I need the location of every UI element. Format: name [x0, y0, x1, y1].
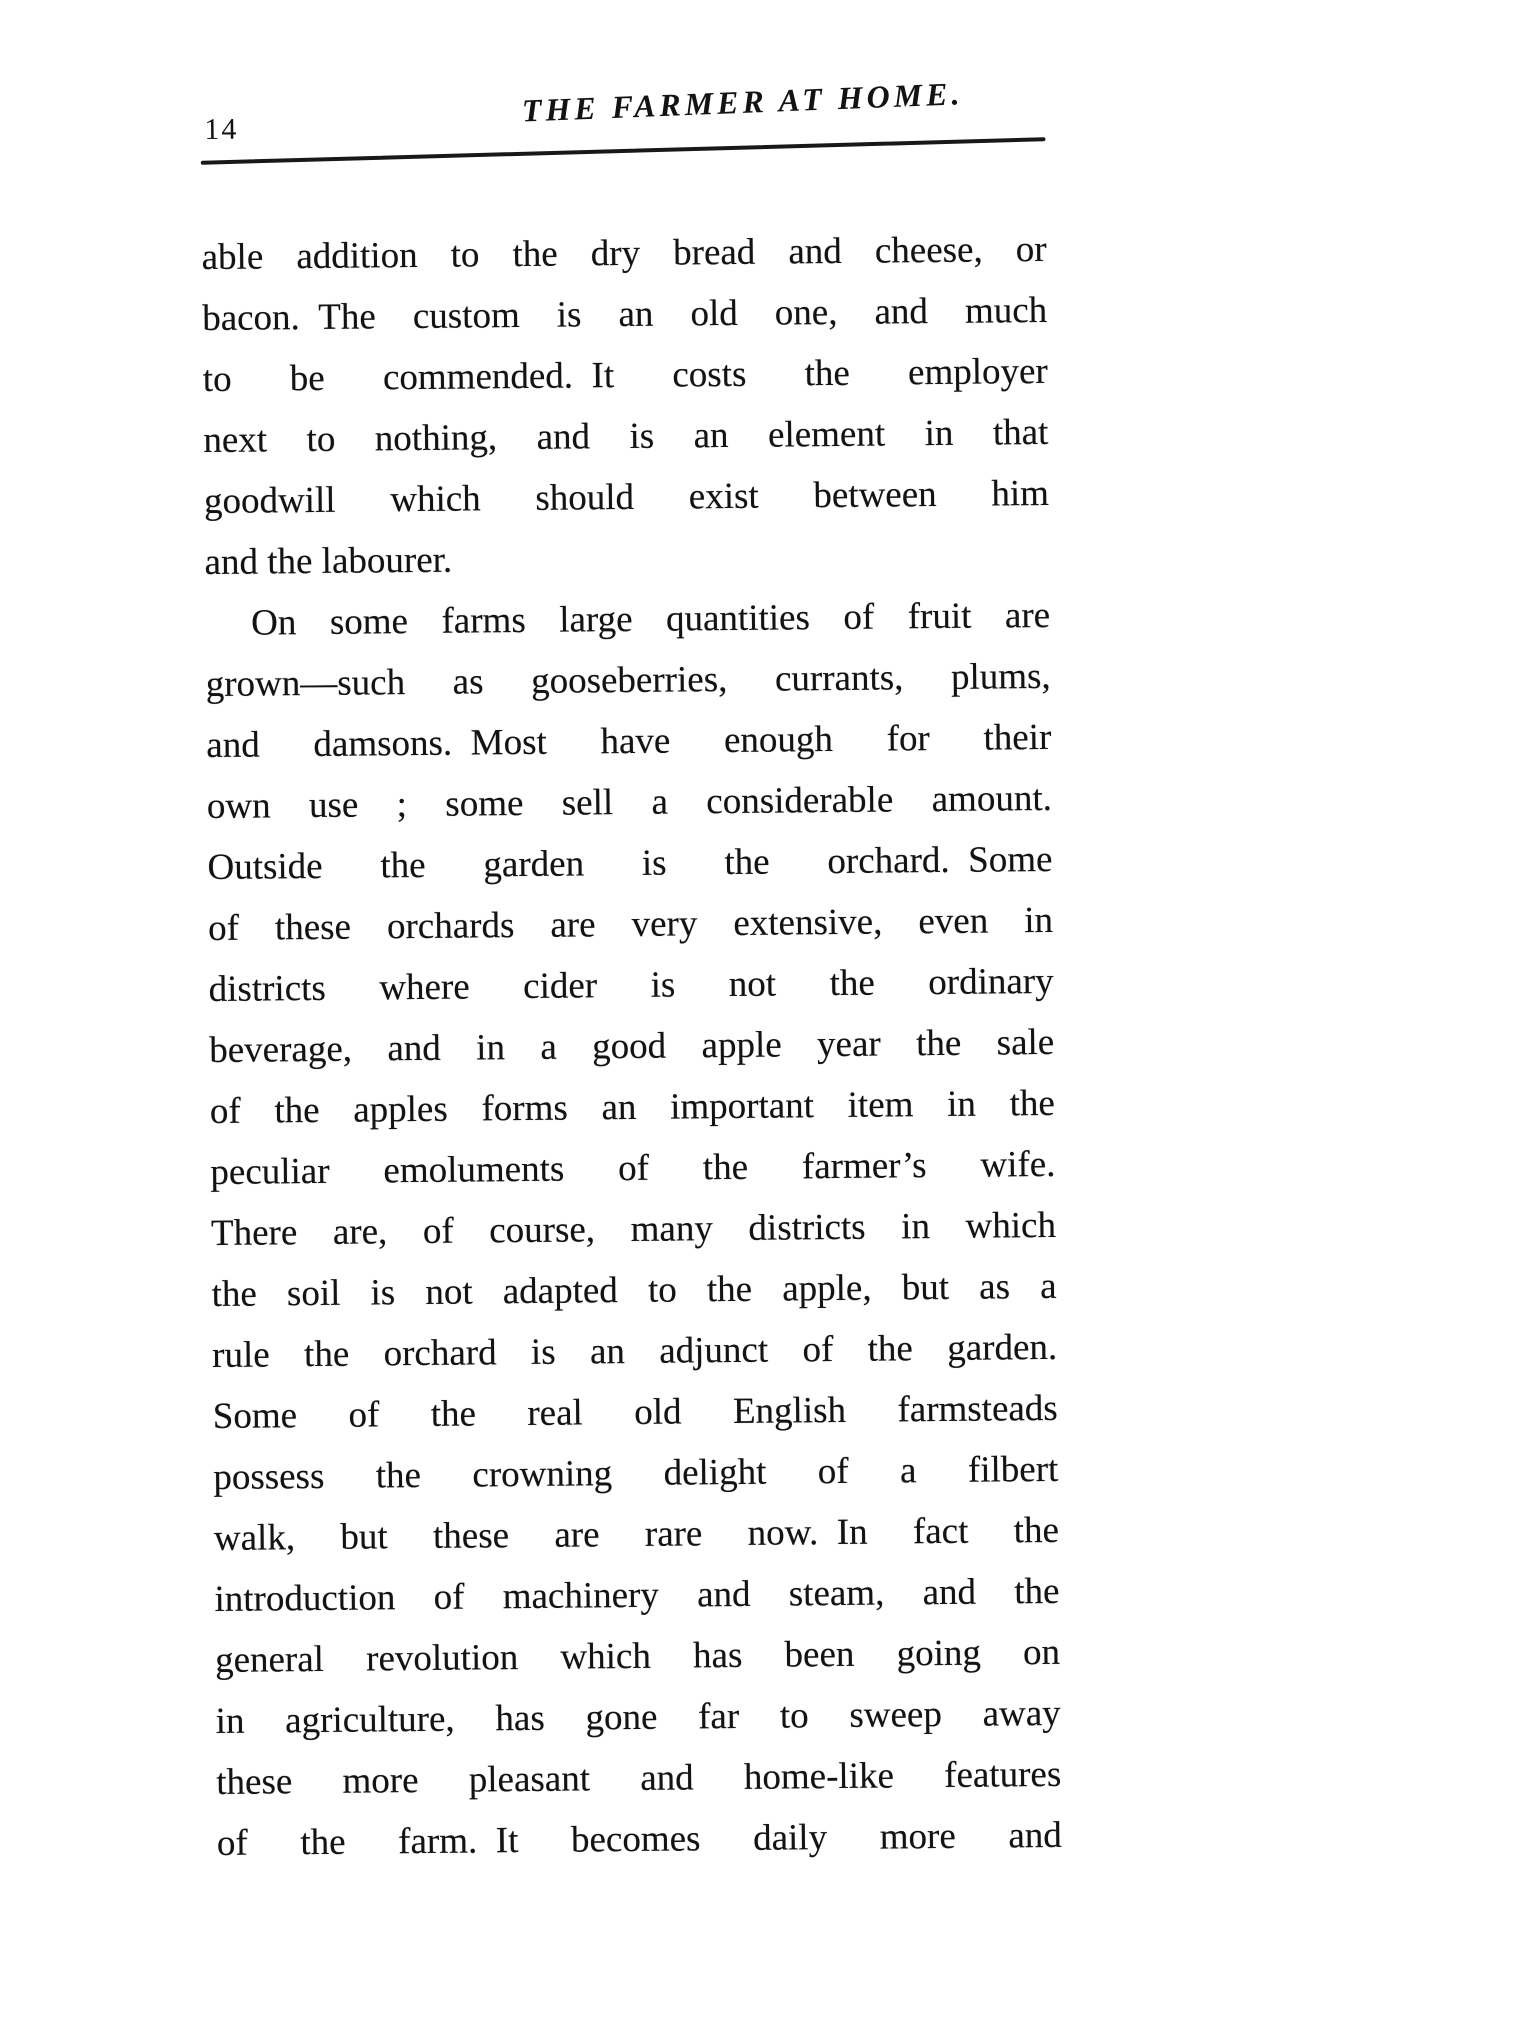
- text-line: possess the crowning delight of a filbert: [213, 1448, 1059, 1498]
- text-line: On some farms large quantities of fruit are: [250, 594, 1051, 644]
- text-line: of the farm. It becomes daily more and: [216, 1814, 1063, 1864]
- body-text: [201, 219, 1062, 1874]
- text-line: to be commended. It costs the employer: [202, 350, 1048, 401]
- page-content: [200, 75, 1063, 1864]
- text-line: of the apples forms an important item in the: [209, 1082, 1055, 1133]
- text-line: peculiar emoluments of the farmer’s wife.: [210, 1143, 1056, 1194]
- text-line: next to nothing, and is an element in that: [203, 411, 1049, 462]
- text-line: Outside the garden is the orchard. Some: [207, 838, 1053, 889]
- running-header: THE FARMER AT HOME.: [521, 75, 965, 129]
- text-line: grown—such as gooseberries, currants, plums,: [205, 655, 1051, 706]
- text-line: Some of the real old English farmsteads: [212, 1387, 1058, 1437]
- text-line: these more pleasant and home-like features: [216, 1753, 1062, 1803]
- text-line: and damsons. Most have enough for their: [206, 716, 1052, 767]
- text-line: bacon. The custom is an old one, and much: [202, 289, 1048, 340]
- text-line: districts where cider is not the ordinary: [208, 960, 1054, 1011]
- text-line: beverage, and in a good apple year the sale: [209, 1021, 1055, 1072]
- text-line: the soil is not adapted to the apple, but as a: [211, 1265, 1057, 1315]
- text-line: goodwill which should exist between him: [203, 472, 1050, 523]
- text-line: and the labourer.: [204, 539, 453, 584]
- text-line: in agriculture, has gone far to sweep away: [215, 1692, 1061, 1742]
- text-line: There are, of course, many districts in which: [210, 1204, 1057, 1255]
- header-rule: [201, 137, 1046, 165]
- text-line: walk, but these are rare now. In fact the: [213, 1509, 1060, 1559]
- text-line: introduction of machinery and steam, and the: [214, 1570, 1060, 1620]
- page-number: 14: [204, 112, 239, 147]
- text-line: general revolution which has been going on: [214, 1631, 1061, 1681]
- text-line: of these orchards are very extensive, even in: [207, 899, 1054, 950]
- text-line: able addition to the dry bread and cheese, or: [201, 228, 1047, 279]
- text-line: own use ; some sell a considerable amount.: [206, 777, 1053, 828]
- text-line: rule the orchard is an adjunct of the garden.: [211, 1326, 1058, 1376]
